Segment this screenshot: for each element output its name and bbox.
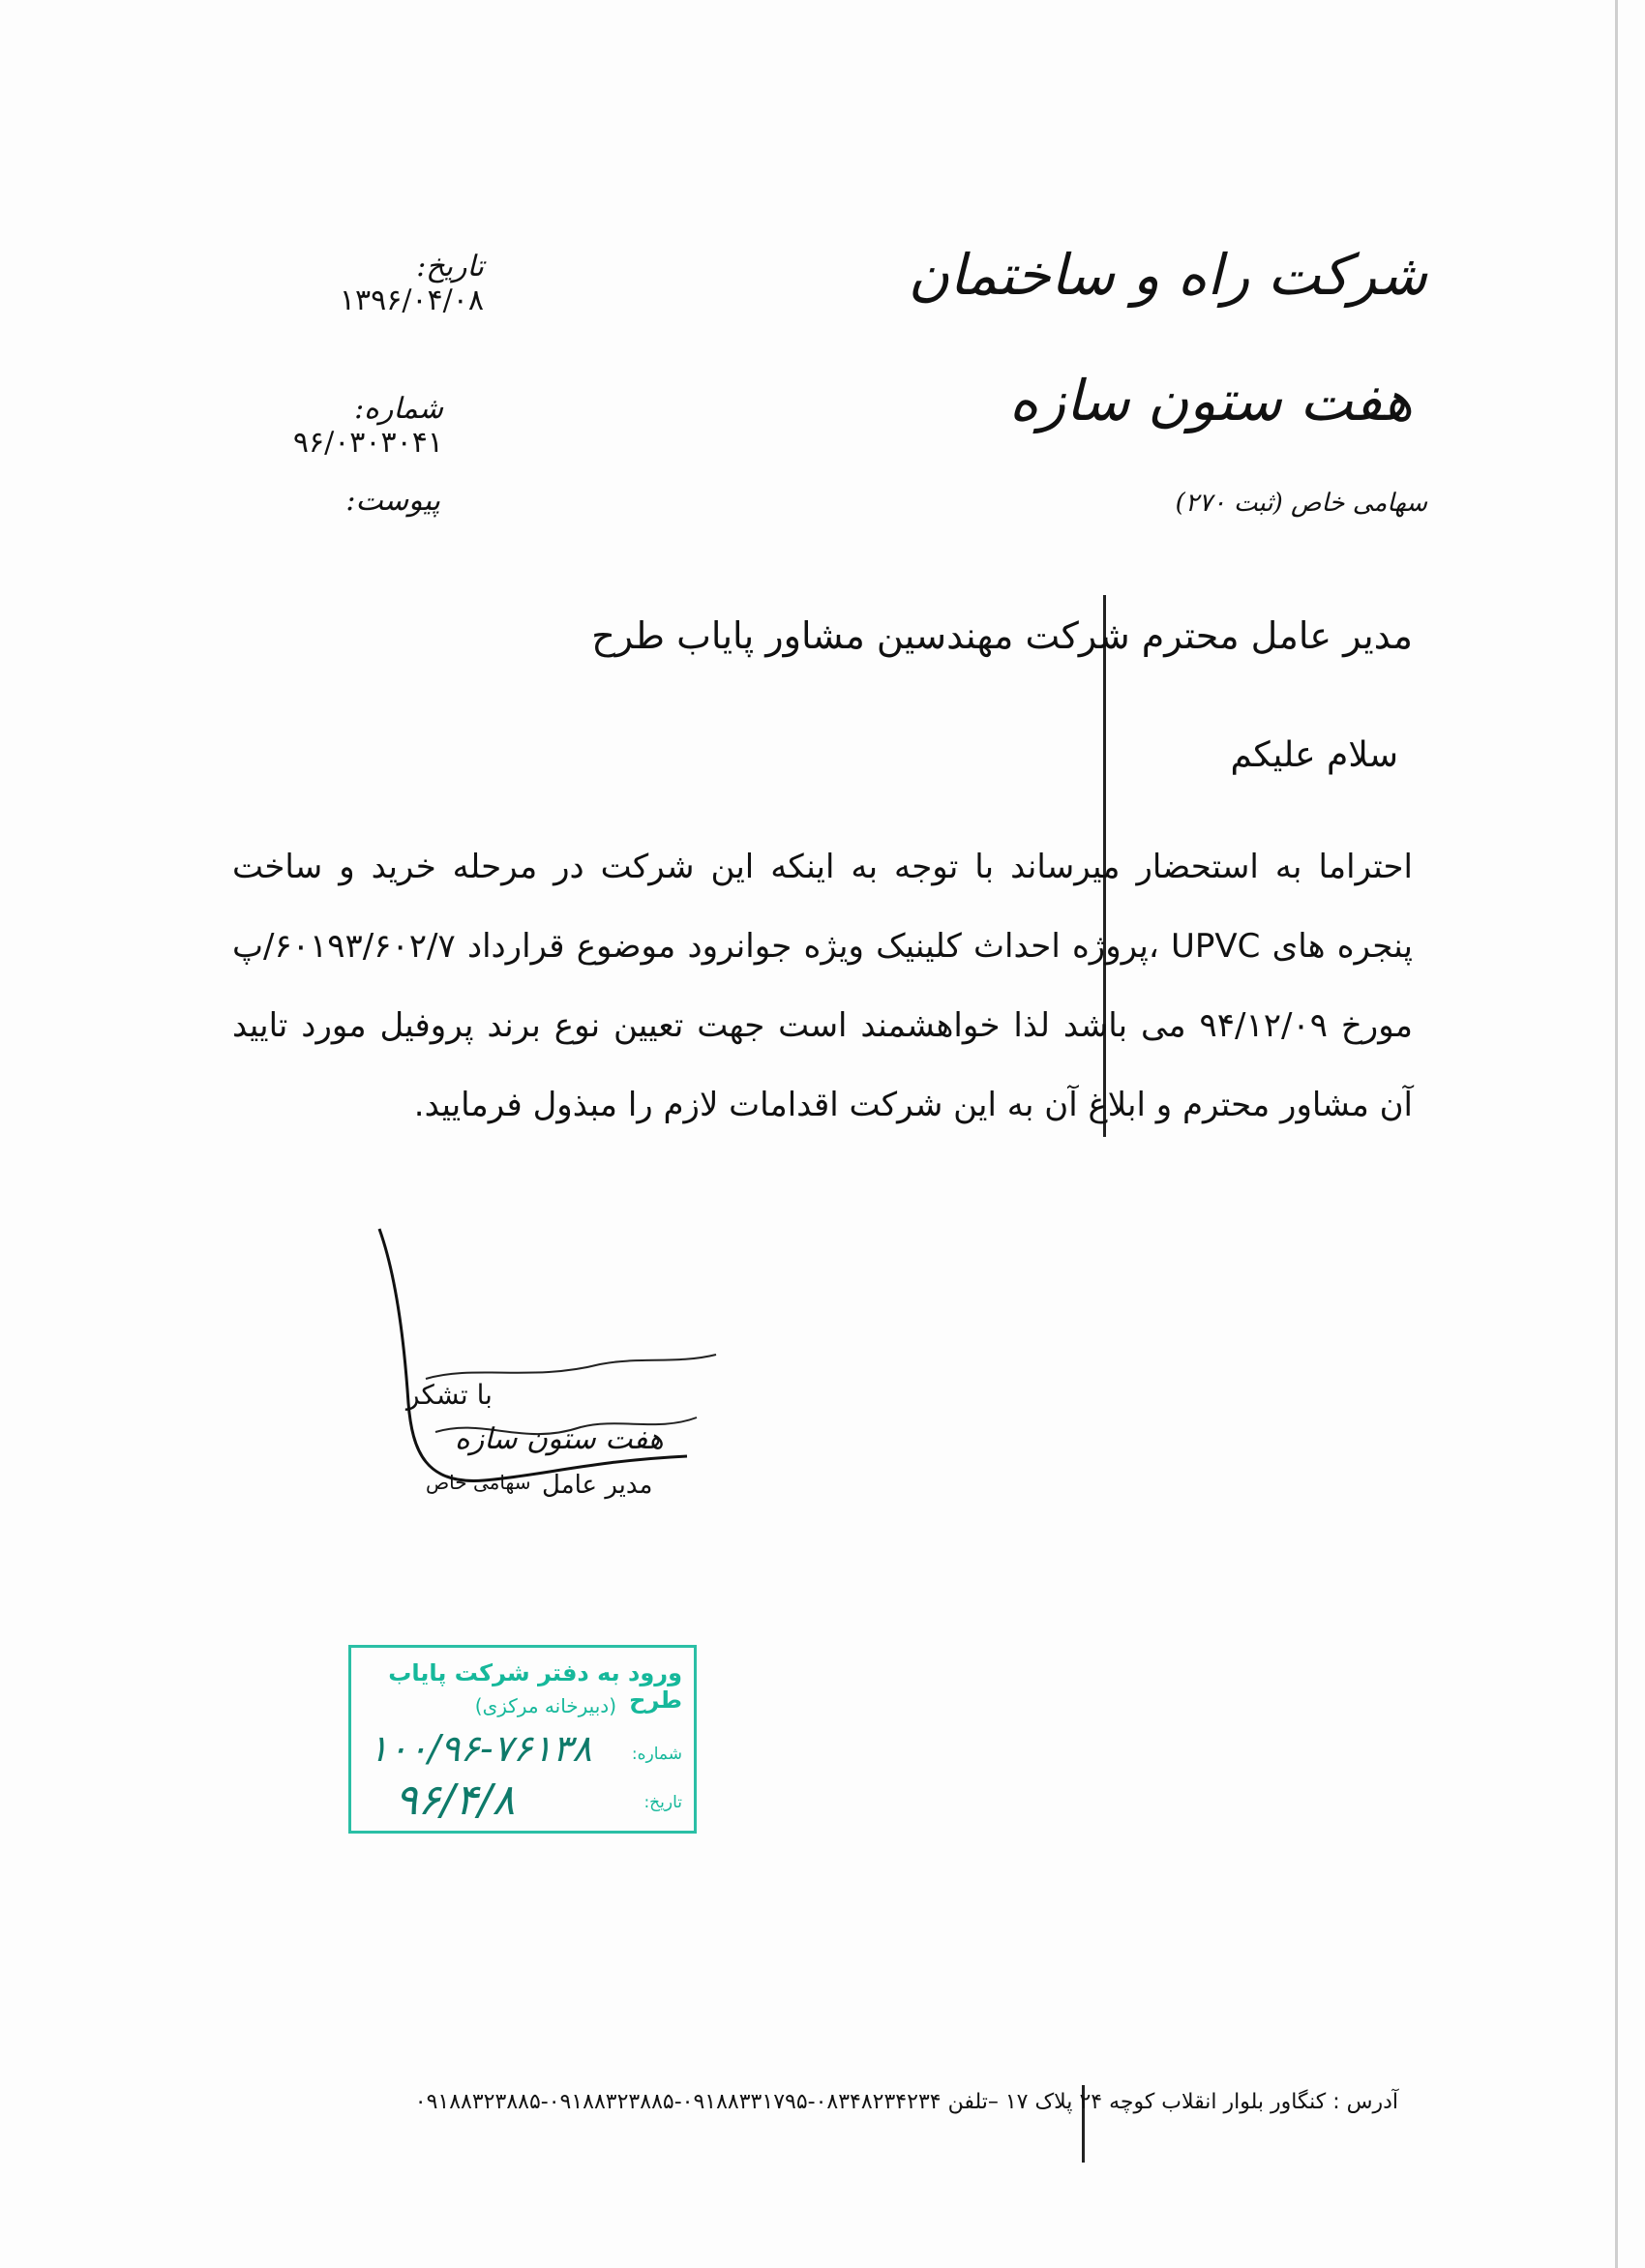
receipt-stamp — [348, 1645, 697, 1834]
signature-company-stamp-line2: سهامی خاص — [426, 1471, 531, 1494]
meta-number-value: ۹۶/۰۳۰۳۰۴۱ — [292, 426, 443, 460]
letterhead-company-registration: سهامی خاص (ثبت ۲۷۰) — [1175, 489, 1427, 518]
letter-greeting: سلام علیکم — [1230, 735, 1398, 775]
meta-date-value: ۱۳۹۶/۰۴/۰۸ — [339, 284, 484, 317]
letterhead-company-subname: هفت ستون سازه — [1008, 368, 1413, 433]
signature-title: مدیر عامل — [542, 1471, 653, 1500]
stamp-date-value: ۹۶/۴/۸ — [395, 1776, 516, 1825]
meta-number — [250, 392, 443, 460]
footer-address: آدرس : کنگاور بلوار انقلاب کوچه ۲۴ پلاک ۱۷ –تلفن ۰۸۳۴۸۲۳۴۲۳۴-۰۹۱۸۸۳۳۱۷۹۵-۰۹۱۸۸۳۲۳۸۸۵-۰۹۱۸۸۳۲۳۸۸۵ — [414, 2090, 1398, 2114]
meta-date-label: تاریخ: — [416, 250, 484, 284]
stamp-title: ورود به دفتر شرکت پایاب طرح — [388, 1659, 682, 1714]
page-edge-shadow — [1615, 0, 1618, 2268]
stamp-number-value: ۱۰۰/۹۶-۷۶۱۳۸ — [369, 1727, 592, 1770]
letter-body: احتراما به استحضار میرساند با توجه به اینکه این شرکت در مرحله خرید و ساخت پنجره های UPVC ،پروژه احداث کلینیک ویژه جوانرود موضوع قرارداد ۶۰۱۹۳/۶۰۲/۷/پ مورخ ۹۴/۱۲/۰۹ می باشد لذا خواهشمند است جهت تعیین نوع برند پروفیل مورد تایید آن مشاور محترم و ابلاغ آن به این شرکت اقدامات لازم را مبذول فرمایید. — [232, 848, 1414, 1124]
meta-number-label: شماره: — [354, 392, 443, 426]
meta-attachment — [345, 484, 440, 518]
meta-date — [281, 250, 484, 317]
signature-closing: با تشکر — [406, 1379, 493, 1411]
meta-attachment-label: پیوست: — [345, 484, 440, 518]
letterhead-company-name: شرکت راه و ساختمان — [908, 242, 1427, 308]
signature-company-stamp-line1: هفت ستون سازه — [455, 1422, 664, 1456]
letter-addressee: مدیر عامل محترم شرکت مهندسین مشاور پایاب طرح — [591, 614, 1413, 657]
handwritten-signature — [368, 1219, 755, 1509]
stamp-number-label: شماره: — [631, 1745, 682, 1764]
stamp-date-label: تاریخ: — [643, 1793, 682, 1812]
stamp-subtitle: (دبیرخانه مرکزی) — [474, 1694, 616, 1717]
